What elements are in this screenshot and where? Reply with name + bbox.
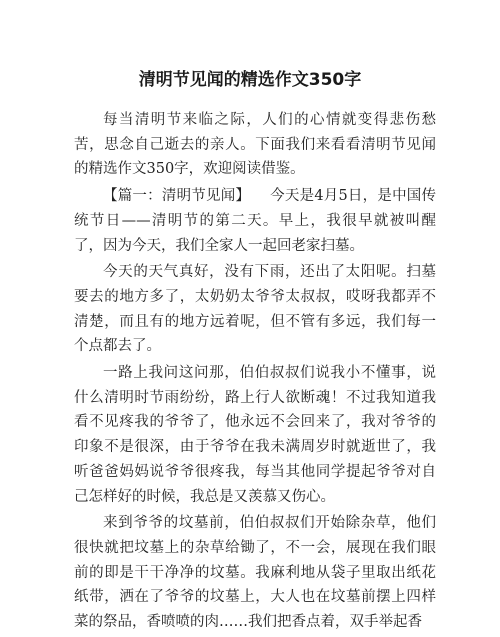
paragraph-3: 一路上我问这问那，伯伯叔叔们说我小不懂事，说什么清明时节雨纷纷，路上行人欲断魂！不过我知道我看不见疼我的爷爷了，他永远不会回来了，我对爷爷的印象不是很深，由于爷爷在我未满周岁时就逝世了，我听爸爸妈妈说爷爷很疼我，每当其他同学提起爷爷对自己怎样好的时候，我总是又羡慕又伤心。 [74, 365, 436, 505]
paragraph-2: 今天的天气真好，没有下雨，还出了太阳呢。扫墓要去的地方多了，太奶奶太爷爷太叔叔，哎呀我都弄不清楚，而且有的地方远着呢，但不管有多远，我们每一个点都去了。 [74, 264, 436, 355]
document-title: 清明节见闻的精选作文350字 [138, 70, 362, 90]
paragraph-4: 来到爷爷的坟墓前，伯伯叔叔们开始除杂草，他们很快就把坟墓上的杂草给锄了，不一会，展现在我们眼前的即是干干净净的坟墓。我麻利地从袋子里取出纸花纸带，洒在了爷爷的坟墓上，大人也在坟墓前摆上四样菜的祭品，香喷喷的肉……我们把香点着，双手举起香 [74, 515, 436, 631]
section-label: 【篇一：清明节见闻】 [103, 188, 251, 205]
intro-paragraph: 每当清明节来临之际，人们的心情就变得悲伤愁苦，思念自己逝去的亲人。下面我们来看看清明节见闻的精选作文350字，欢迎阅读借鉴。 [74, 112, 436, 178]
paragraph-1-text: 今天是4月5日，是中国传统节日——清明节的第二天。早上，我很早就被叫醒了，因为今天，我们全家人一起回老家扫墓。 [74, 188, 437, 254]
paragraph-1 [74, 184, 436, 258]
document-body [74, 108, 436, 637]
